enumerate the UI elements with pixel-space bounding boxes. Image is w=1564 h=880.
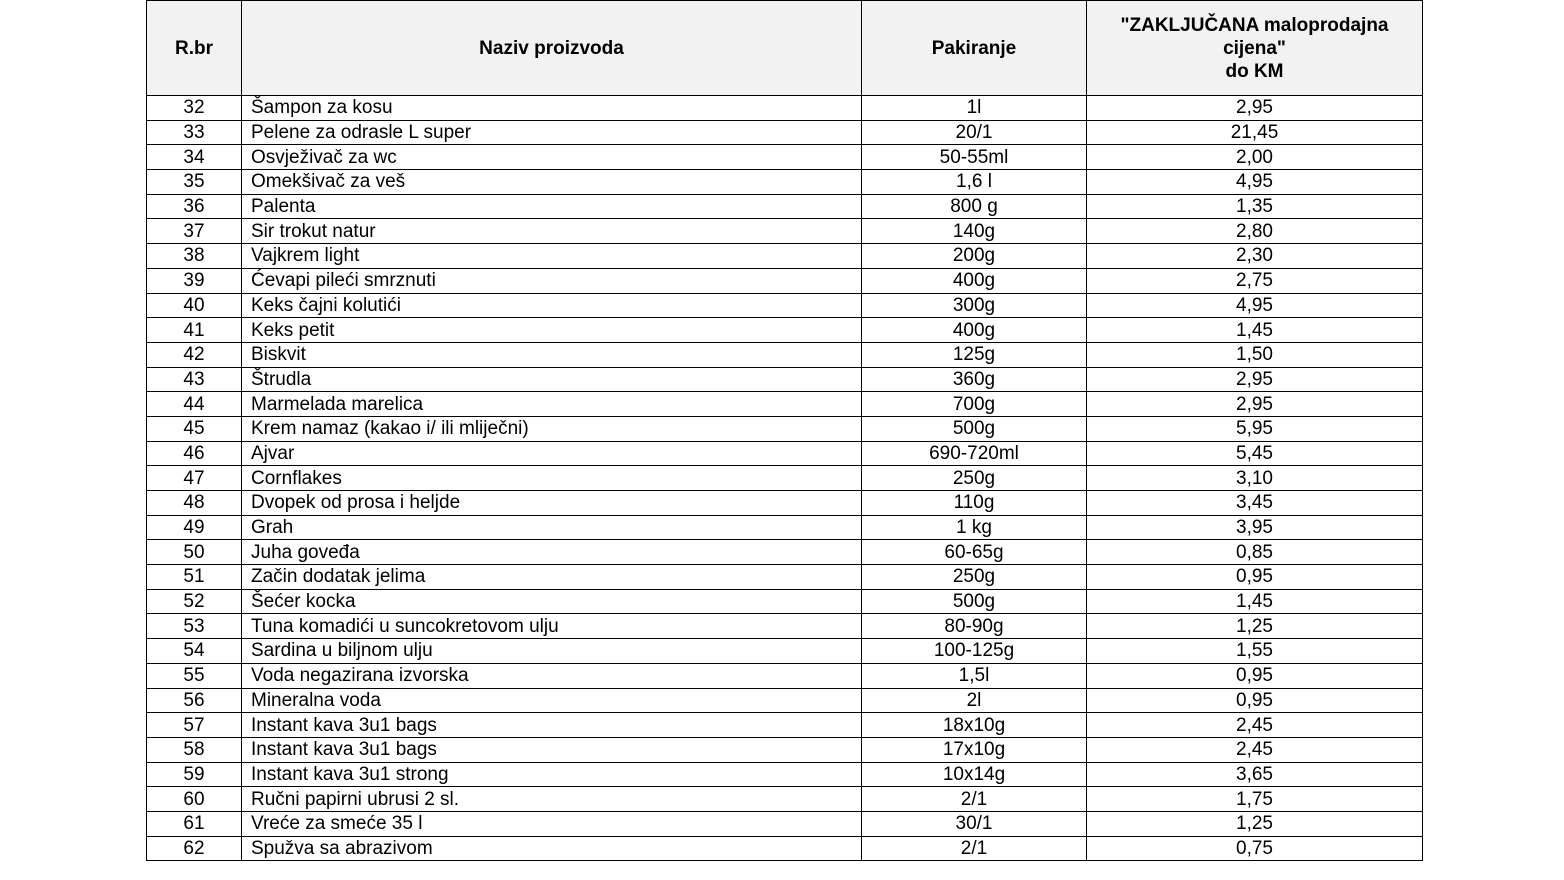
price-cell: 2,80 [1087, 219, 1423, 244]
price-cell: 1,45 [1087, 589, 1423, 614]
row-number-cell: 62 [147, 836, 242, 861]
row-number-cell: 54 [147, 639, 242, 664]
header-cijena [1087, 1, 1423, 96]
header-naziv: Naziv proizvoda [242, 1, 862, 96]
price-cell: 0,95 [1087, 565, 1423, 590]
row-number-cell: 33 [147, 120, 242, 145]
row-number-cell: 39 [147, 268, 242, 293]
header-pakiranje: Pakiranje [862, 1, 1087, 96]
row-number-cell: 38 [147, 244, 242, 269]
packaging-cell: 20/1 [862, 120, 1087, 145]
packaging-cell: 30/1 [862, 811, 1087, 836]
packaging-cell: 250g [862, 466, 1087, 491]
packaging-cell: 200g [862, 244, 1087, 269]
product-name-cell: Biskvit [242, 342, 862, 367]
price-cell: 4,95 [1087, 293, 1423, 318]
product-name-cell: Dvopek od prosa i heljde [242, 491, 862, 516]
price-cell: 1,75 [1087, 787, 1423, 812]
price-cell: 2,95 [1087, 96, 1423, 121]
row-number-cell: 59 [147, 762, 242, 787]
table-row [147, 367, 1423, 392]
table-row [147, 466, 1423, 491]
product-name-cell: Ajvar [242, 441, 862, 466]
table-row [147, 244, 1423, 269]
price-cell: 1,55 [1087, 639, 1423, 664]
price-cell: 2,95 [1087, 392, 1423, 417]
price-table [146, 0, 1423, 861]
product-name-cell: Šampon za kosu [242, 96, 862, 121]
table-row [147, 293, 1423, 318]
price-cell: 2,45 [1087, 713, 1423, 738]
price-cell: 4,95 [1087, 170, 1423, 195]
price-cell: 3,10 [1087, 466, 1423, 491]
row-number-cell: 41 [147, 318, 242, 343]
table-row [147, 540, 1423, 565]
table-row [147, 811, 1423, 836]
price-cell: 0,95 [1087, 688, 1423, 713]
table-row [147, 416, 1423, 441]
price-cell: 3,65 [1087, 762, 1423, 787]
row-number-cell: 50 [147, 540, 242, 565]
packaging-cell: 1l [862, 96, 1087, 121]
table-row [147, 145, 1423, 170]
product-name-cell: Instant kava 3u1 bags [242, 713, 862, 738]
row-number-cell: 55 [147, 663, 242, 688]
packaging-cell: 17x10g [862, 737, 1087, 762]
price-cell: 2,00 [1087, 145, 1423, 170]
product-name-cell: Tuna komadići u suncokretovom ulju [242, 614, 862, 639]
packaging-cell: 700g [862, 392, 1087, 417]
row-number-cell: 40 [147, 293, 242, 318]
product-name-cell: Cornflakes [242, 466, 862, 491]
packaging-cell: 400g [862, 268, 1087, 293]
price-cell: 1,35 [1087, 194, 1423, 219]
product-name-cell: Marmelada marelica [242, 392, 862, 417]
price-cell: 3,45 [1087, 491, 1423, 516]
packaging-cell: 50-55ml [862, 145, 1087, 170]
packaging-cell: 400g [862, 318, 1087, 343]
product-name-cell: Osvježivač za wc [242, 145, 862, 170]
price-cell: 3,95 [1087, 515, 1423, 540]
header-rbr: R.br [147, 1, 242, 96]
packaging-cell: 500g [862, 589, 1087, 614]
row-number-cell: 35 [147, 170, 242, 195]
price-cell: 21,45 [1087, 120, 1423, 145]
row-number-cell: 60 [147, 787, 242, 812]
price-cell: 5,45 [1087, 441, 1423, 466]
product-name-cell: Sir trokut natur [242, 219, 862, 244]
table-row [147, 614, 1423, 639]
header-row [147, 1, 1423, 96]
product-name-cell: Ćevapi pileći smrznuti [242, 268, 862, 293]
product-name-cell: Keks čajni kolutići [242, 293, 862, 318]
price-cell: 1,50 [1087, 342, 1423, 367]
packaging-cell: 10x14g [862, 762, 1087, 787]
table-row [147, 194, 1423, 219]
packaging-cell: 690-720ml [862, 441, 1087, 466]
table-row [147, 96, 1423, 121]
price-cell: 2,30 [1087, 244, 1423, 269]
packaging-cell: 800 g [862, 194, 1087, 219]
packaging-cell: 300g [862, 293, 1087, 318]
table-row [147, 589, 1423, 614]
row-number-cell: 51 [147, 565, 242, 590]
packaging-cell: 18x10g [862, 713, 1087, 738]
product-name-cell: Instant kava 3u1 bags [242, 737, 862, 762]
table-row [147, 639, 1423, 664]
product-name-cell: Mineralna voda [242, 688, 862, 713]
product-name-cell: Juha goveđa [242, 540, 862, 565]
table-row [147, 392, 1423, 417]
product-name-cell: Instant kava 3u1 strong [242, 762, 862, 787]
row-number-cell: 34 [147, 145, 242, 170]
price-cell: 2,95 [1087, 367, 1423, 392]
table-row [147, 565, 1423, 590]
row-number-cell: 61 [147, 811, 242, 836]
price-cell: 1,25 [1087, 614, 1423, 639]
price-cell: 2,45 [1087, 737, 1423, 762]
product-name-cell: Voda negazirana izvorska [242, 663, 862, 688]
price-cell: 2,75 [1087, 268, 1423, 293]
product-name-cell: Krem namaz (kakao i/ ili mliječni) [242, 416, 862, 441]
product-name-cell: Palenta [242, 194, 862, 219]
packaging-cell: 360g [862, 367, 1087, 392]
row-number-cell: 58 [147, 737, 242, 762]
price-cell: 1,45 [1087, 318, 1423, 343]
table-row [147, 120, 1423, 145]
product-name-cell: Omekšivač za veš [242, 170, 862, 195]
row-number-cell: 49 [147, 515, 242, 540]
row-number-cell: 36 [147, 194, 242, 219]
row-number-cell: 37 [147, 219, 242, 244]
packaging-cell: 1 kg [862, 515, 1087, 540]
table-row [147, 170, 1423, 195]
table-row [147, 787, 1423, 812]
product-name-cell: Spužva sa abrazivom [242, 836, 862, 861]
table-row [147, 515, 1423, 540]
product-name-cell: Šećer kocka [242, 589, 862, 614]
product-name-cell: Grah [242, 515, 862, 540]
price-cell: 0,85 [1087, 540, 1423, 565]
table-row [147, 762, 1423, 787]
row-number-cell: 43 [147, 367, 242, 392]
row-number-cell: 57 [147, 713, 242, 738]
product-name-cell: Pelene za odrasle L super [242, 120, 862, 145]
product-name-cell: Keks petit [242, 318, 862, 343]
row-number-cell: 53 [147, 614, 242, 639]
row-number-cell: 32 [147, 96, 242, 121]
table-row [147, 688, 1423, 713]
row-number-cell: 56 [147, 688, 242, 713]
price-cell: 0,75 [1087, 836, 1423, 861]
row-number-cell: 52 [147, 589, 242, 614]
row-number-cell: 42 [147, 342, 242, 367]
packaging-cell: 100-125g [862, 639, 1087, 664]
header-cijena-line1: "ZAKLJUČANA maloprodajna [1120, 14, 1389, 36]
table-row [147, 342, 1423, 367]
table-row [147, 219, 1423, 244]
table-row [147, 713, 1423, 738]
table-row [147, 737, 1423, 762]
packaging-cell: 2/1 [862, 787, 1087, 812]
packaging-cell: 250g [862, 565, 1087, 590]
product-name-cell: Štrudla [242, 367, 862, 392]
row-number-cell: 46 [147, 441, 242, 466]
row-number-cell: 44 [147, 392, 242, 417]
table-row [147, 491, 1423, 516]
product-name-cell: Vajkrem light [242, 244, 862, 269]
table-row [147, 663, 1423, 688]
row-number-cell: 45 [147, 416, 242, 441]
table-row [147, 836, 1423, 861]
table-body [147, 96, 1423, 861]
header-cijena-line2: cijena" [1223, 37, 1286, 59]
row-number-cell: 47 [147, 466, 242, 491]
packaging-cell: 60-65g [862, 540, 1087, 565]
packaging-cell: 500g [862, 416, 1087, 441]
price-cell: 1,25 [1087, 811, 1423, 836]
packaging-cell: 2/1 [862, 836, 1087, 861]
packaging-cell: 110g [862, 491, 1087, 516]
packaging-cell: 125g [862, 342, 1087, 367]
price-cell: 5,95 [1087, 416, 1423, 441]
packaging-cell: 1,6 l [862, 170, 1087, 195]
packaging-cell: 2l [862, 688, 1087, 713]
product-name-cell: Sardina u biljnom ulju [242, 639, 862, 664]
table-row [147, 268, 1423, 293]
table-row [147, 441, 1423, 466]
product-name-cell: Vreće za smeće 35 l [242, 811, 862, 836]
product-name-cell: Začin dodatak jelima [242, 565, 862, 590]
product-name-cell: Ručni papirni ubrusi 2 sl. [242, 787, 862, 812]
packaging-cell: 1,5l [862, 663, 1087, 688]
price-cell: 0,95 [1087, 663, 1423, 688]
table-row [147, 318, 1423, 343]
packaging-cell: 80-90g [862, 614, 1087, 639]
row-number-cell: 48 [147, 491, 242, 516]
header-cijena-line3: do KM [1225, 60, 1284, 82]
packaging-cell: 140g [862, 219, 1087, 244]
